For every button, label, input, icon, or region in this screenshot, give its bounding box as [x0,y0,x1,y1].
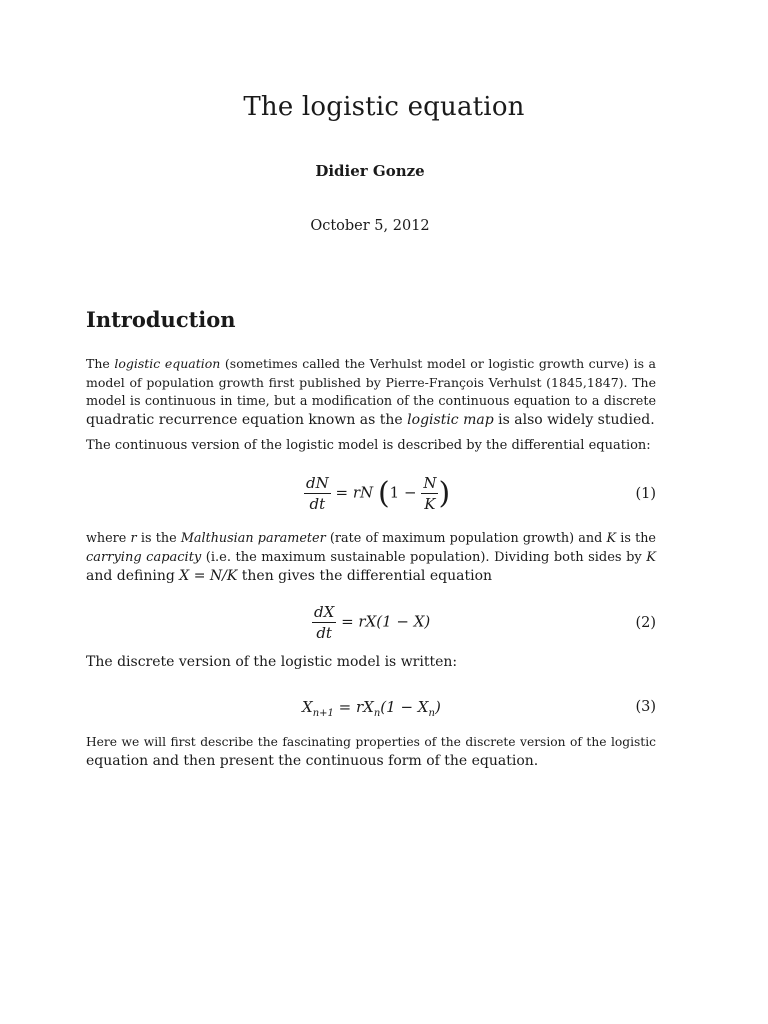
equals-sign: = [335,483,353,502]
term-logistic-map: logistic map [407,412,494,428]
subscript: n [373,708,381,719]
math-term: 1 − [389,483,417,502]
text-span: is the [136,531,181,546]
subscript: n [428,708,435,719]
term-logistic-equation: logistic equation [114,356,221,371]
paragraph-line [86,567,656,586]
text-span: is also widely studied. [493,412,655,428]
text-span: then gives the differential equation [237,568,493,584]
subscript: n+1 [312,708,334,719]
publication-date: October 5, 2012 [310,218,430,234]
paper-title: The logistic equation [243,92,525,122]
left-paren: ( [377,476,390,511]
paragraph-discrete [86,653,656,672]
fraction-n-k [421,474,438,513]
fraction-dn-dt [304,474,331,513]
paragraph-line: Here we will first describe the fascinating properties of the discrete version of the logistic [86,735,656,749]
equation-number: (1) [635,486,656,502]
fraction-numerator: dN [306,474,329,492]
paragraph-line [86,548,656,567]
equation-number: (3) [635,699,656,715]
paragraph-continuous [86,436,656,455]
paragraph-malthusian [86,529,656,586]
paragraph-intro [86,354,656,430]
equation-body [304,474,450,513]
paragraph-line: The discrete version of the logistic model is written: [86,654,458,670]
paragraph-line [86,354,656,373]
math-term: ) [434,698,441,716]
term-carrying-capacity: carrying capacity [86,550,202,565]
author-name: Didier Gonze [315,162,425,180]
right-paren: ) [438,476,451,511]
math-var: K [606,531,617,546]
text-span: The [86,356,115,371]
fraction-numerator: dX [314,603,335,621]
text-span: where [86,531,131,546]
math-term: rN [352,483,374,502]
text-span: (sometimes called the Verhulst model or logistic growth curve) is a [220,356,657,371]
paragraph-line: model of population growth first published by Pierre-François Verhulst (1845,1847). The [86,375,656,390]
text-span: is the [616,531,656,546]
math-term: (1 − X [380,698,429,716]
equation-1 [86,474,656,518]
paragraph-line: equation and then present the continuous form of the equation. [86,753,539,769]
paragraph-outline [86,733,656,771]
equation-number: (2) [635,615,656,631]
section-heading-introduction: Introduction [86,307,236,332]
fraction-denominator: K [424,495,436,513]
equation-body [312,603,430,642]
equation-3 [86,698,656,720]
math-term: X [302,698,313,716]
math-term: = rX [333,698,374,716]
text-span: (i.e. the maximum sustainable population). Dividing both sides by [201,550,647,565]
term-malthusian-parameter: Malthusian parameter [180,531,326,546]
text-span: (rate of maximum population growth) and [325,531,607,546]
paragraph-line [86,529,656,548]
text-span: and defining [86,568,180,584]
equation-2 [86,603,656,645]
text-span: quadratic recurrence equation known as the [86,412,408,428]
fraction-denominator: dt [316,624,332,642]
equation-body [302,698,441,719]
fraction-dx-dt [312,603,336,642]
paragraph-line: model is continuous in time, but a modification of the continuous equation to a discrete [86,394,656,409]
paragraph-line [86,411,656,430]
fraction-denominator: dt [309,495,326,513]
fraction-numerator: N [423,474,437,492]
paragraph-line: The continuous version of the logistic model is described by the differential equation: [86,438,651,453]
math-term: = rX(1 − X) [341,612,431,631]
math-var: r [130,531,137,546]
math-var: K [646,550,656,565]
math-inline: X = N/K [179,568,238,584]
